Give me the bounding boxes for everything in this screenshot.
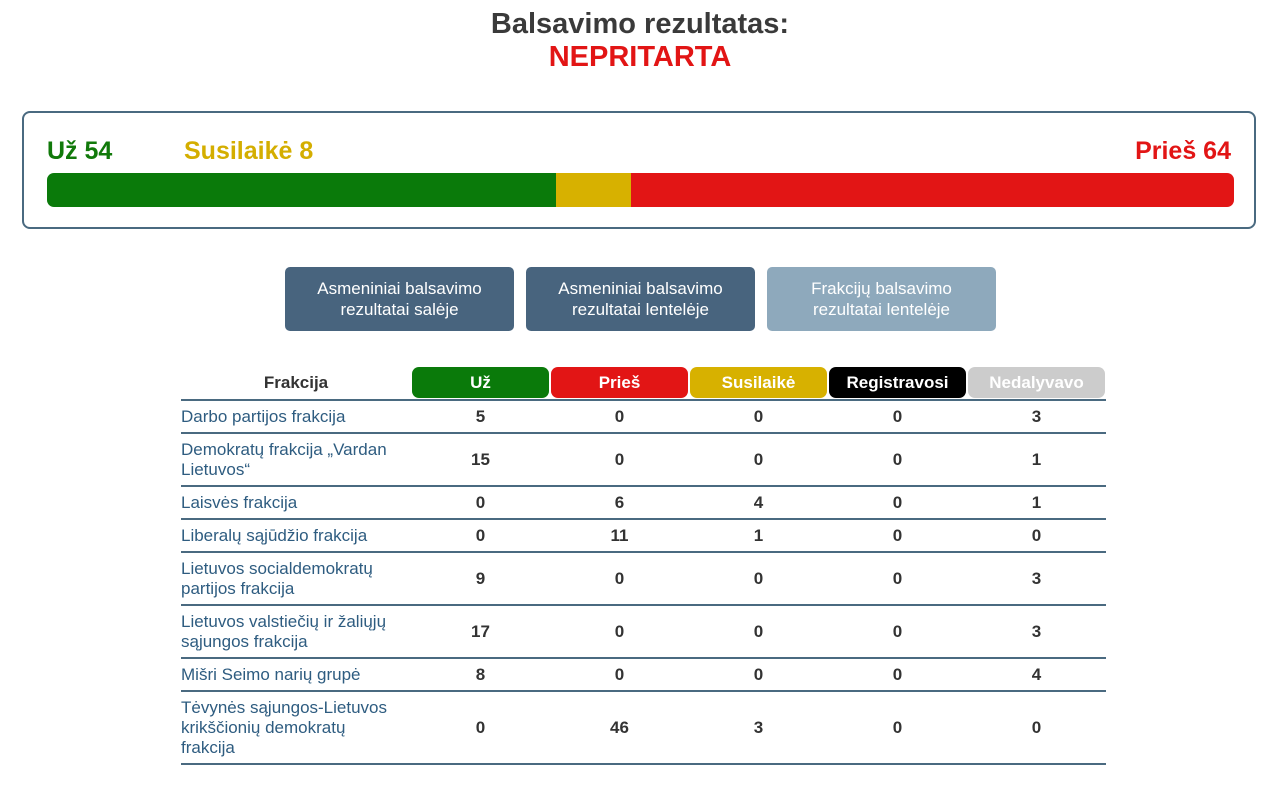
vote-bar-for-segment <box>47 173 556 207</box>
column-header-against <box>550 366 689 400</box>
abstain-badge: Susilaikė <box>690 367 827 398</box>
vote-bar-abstain-segment <box>556 173 631 207</box>
against-cell: 46 <box>550 691 689 764</box>
page-title: Balsavimo rezultatas: <box>490 8 790 40</box>
table-row <box>181 691 1106 764</box>
table-row <box>181 519 1106 552</box>
faction-name: Liberalų sąjūdžio frakcija <box>181 519 411 552</box>
for-cell: 8 <box>411 658 550 691</box>
abstain-cell: 0 <box>689 605 828 658</box>
for-badge: Už <box>412 367 549 398</box>
registered-badge: Registravosi <box>829 367 966 398</box>
absent-badge: Nedalyvavo <box>968 367 1105 398</box>
column-header-registered <box>828 366 967 400</box>
registered-cell: 0 <box>828 519 967 552</box>
for-cell: 0 <box>411 691 550 764</box>
abstain-cell: 0 <box>689 658 828 691</box>
vote-summary-panel <box>22 111 1256 229</box>
faction-name: Lietuvos socialdemokratų partijos frakcija <box>181 552 411 605</box>
table-row <box>181 433 1106 486</box>
faction-results-table-button[interactable]: Frakcijų balsavimo rezultatai lentelėje <box>767 267 996 331</box>
absent-cell: 0 <box>967 691 1106 764</box>
page-header <box>0 0 1280 74</box>
registered-cell: 0 <box>828 552 967 605</box>
absent-cell: 1 <box>967 433 1106 486</box>
abstain-cell: 0 <box>689 433 828 486</box>
faction-name: Darbo partijos frakcija <box>181 400 411 433</box>
faction-name: Mišri Seimo narių grupė <box>181 658 411 691</box>
for-cell: 9 <box>411 552 550 605</box>
table-body <box>181 400 1106 764</box>
against-cell: 6 <box>550 486 689 519</box>
table-row <box>181 486 1106 519</box>
absent-cell: 0 <box>967 519 1106 552</box>
abstain-cell: 3 <box>689 691 828 764</box>
faction-name: Demokratų frakcija „Vardan Lietuvos“ <box>181 433 411 486</box>
individual-results-hall-button[interactable]: Asmeniniai balsavimo rezultatai salėje <box>285 267 514 331</box>
against-badge: Prieš <box>551 367 688 398</box>
for-cell: 17 <box>411 605 550 658</box>
for-cell: 15 <box>411 433 550 486</box>
registered-cell: 0 <box>828 486 967 519</box>
abstain-cell: 0 <box>689 552 828 605</box>
against-cell: 0 <box>550 433 689 486</box>
for-cell: 0 <box>411 519 550 552</box>
against-cell: 0 <box>550 552 689 605</box>
against-cell: 0 <box>550 605 689 658</box>
for-count-label: Už 54 <box>47 137 113 165</box>
for-cell: 5 <box>411 400 550 433</box>
table-row <box>181 400 1106 433</box>
absent-cell: 4 <box>967 658 1106 691</box>
table-row <box>181 658 1106 691</box>
abstain-cell: 1 <box>689 519 828 552</box>
table-row <box>181 552 1106 605</box>
absent-cell: 1 <box>967 486 1106 519</box>
for-cell: 0 <box>411 486 550 519</box>
abstain-cell: 4 <box>689 486 828 519</box>
individual-results-table-button[interactable]: Asmeniniai balsavimo rezultatai lentelėje <box>526 267 755 331</box>
abstain-count-label: Susilaikė 8 <box>184 137 314 165</box>
column-header-absent <box>967 366 1106 400</box>
registered-cell: 0 <box>828 400 967 433</box>
registered-cell: 0 <box>828 691 967 764</box>
registered-cell: 0 <box>828 433 967 486</box>
vote-result: NEPRITARTA <box>548 41 732 73</box>
faction-name: Lietuvos valstiečių ir žaliųjų sąjungos frakcija <box>181 605 411 658</box>
absent-cell: 3 <box>967 400 1106 433</box>
registered-cell: 0 <box>828 658 967 691</box>
against-cell: 0 <box>550 658 689 691</box>
table-row <box>181 605 1106 658</box>
registered-cell: 0 <box>828 605 967 658</box>
abstain-cell: 0 <box>689 400 828 433</box>
faction-results-table <box>181 366 1106 765</box>
faction-name: Laisvės frakcija <box>181 486 411 519</box>
absent-cell: 3 <box>967 605 1106 658</box>
absent-cell: 3 <box>967 552 1106 605</box>
faction-name: Tėvynės sąjungos-Lietuvos krikščionių demokratų frakcija <box>181 691 411 764</box>
table-header-row <box>181 366 1106 400</box>
column-header-faction: Frakcija <box>263 372 329 392</box>
against-cell: 0 <box>550 400 689 433</box>
column-header-abstain <box>689 366 828 400</box>
vote-distribution-bar <box>47 173 1234 207</box>
vote-bar-against-segment <box>631 173 1234 207</box>
against-count-label: Prieš 64 <box>1135 137 1231 165</box>
against-cell: 11 <box>550 519 689 552</box>
view-buttons <box>285 267 996 331</box>
column-header-for <box>411 366 550 400</box>
